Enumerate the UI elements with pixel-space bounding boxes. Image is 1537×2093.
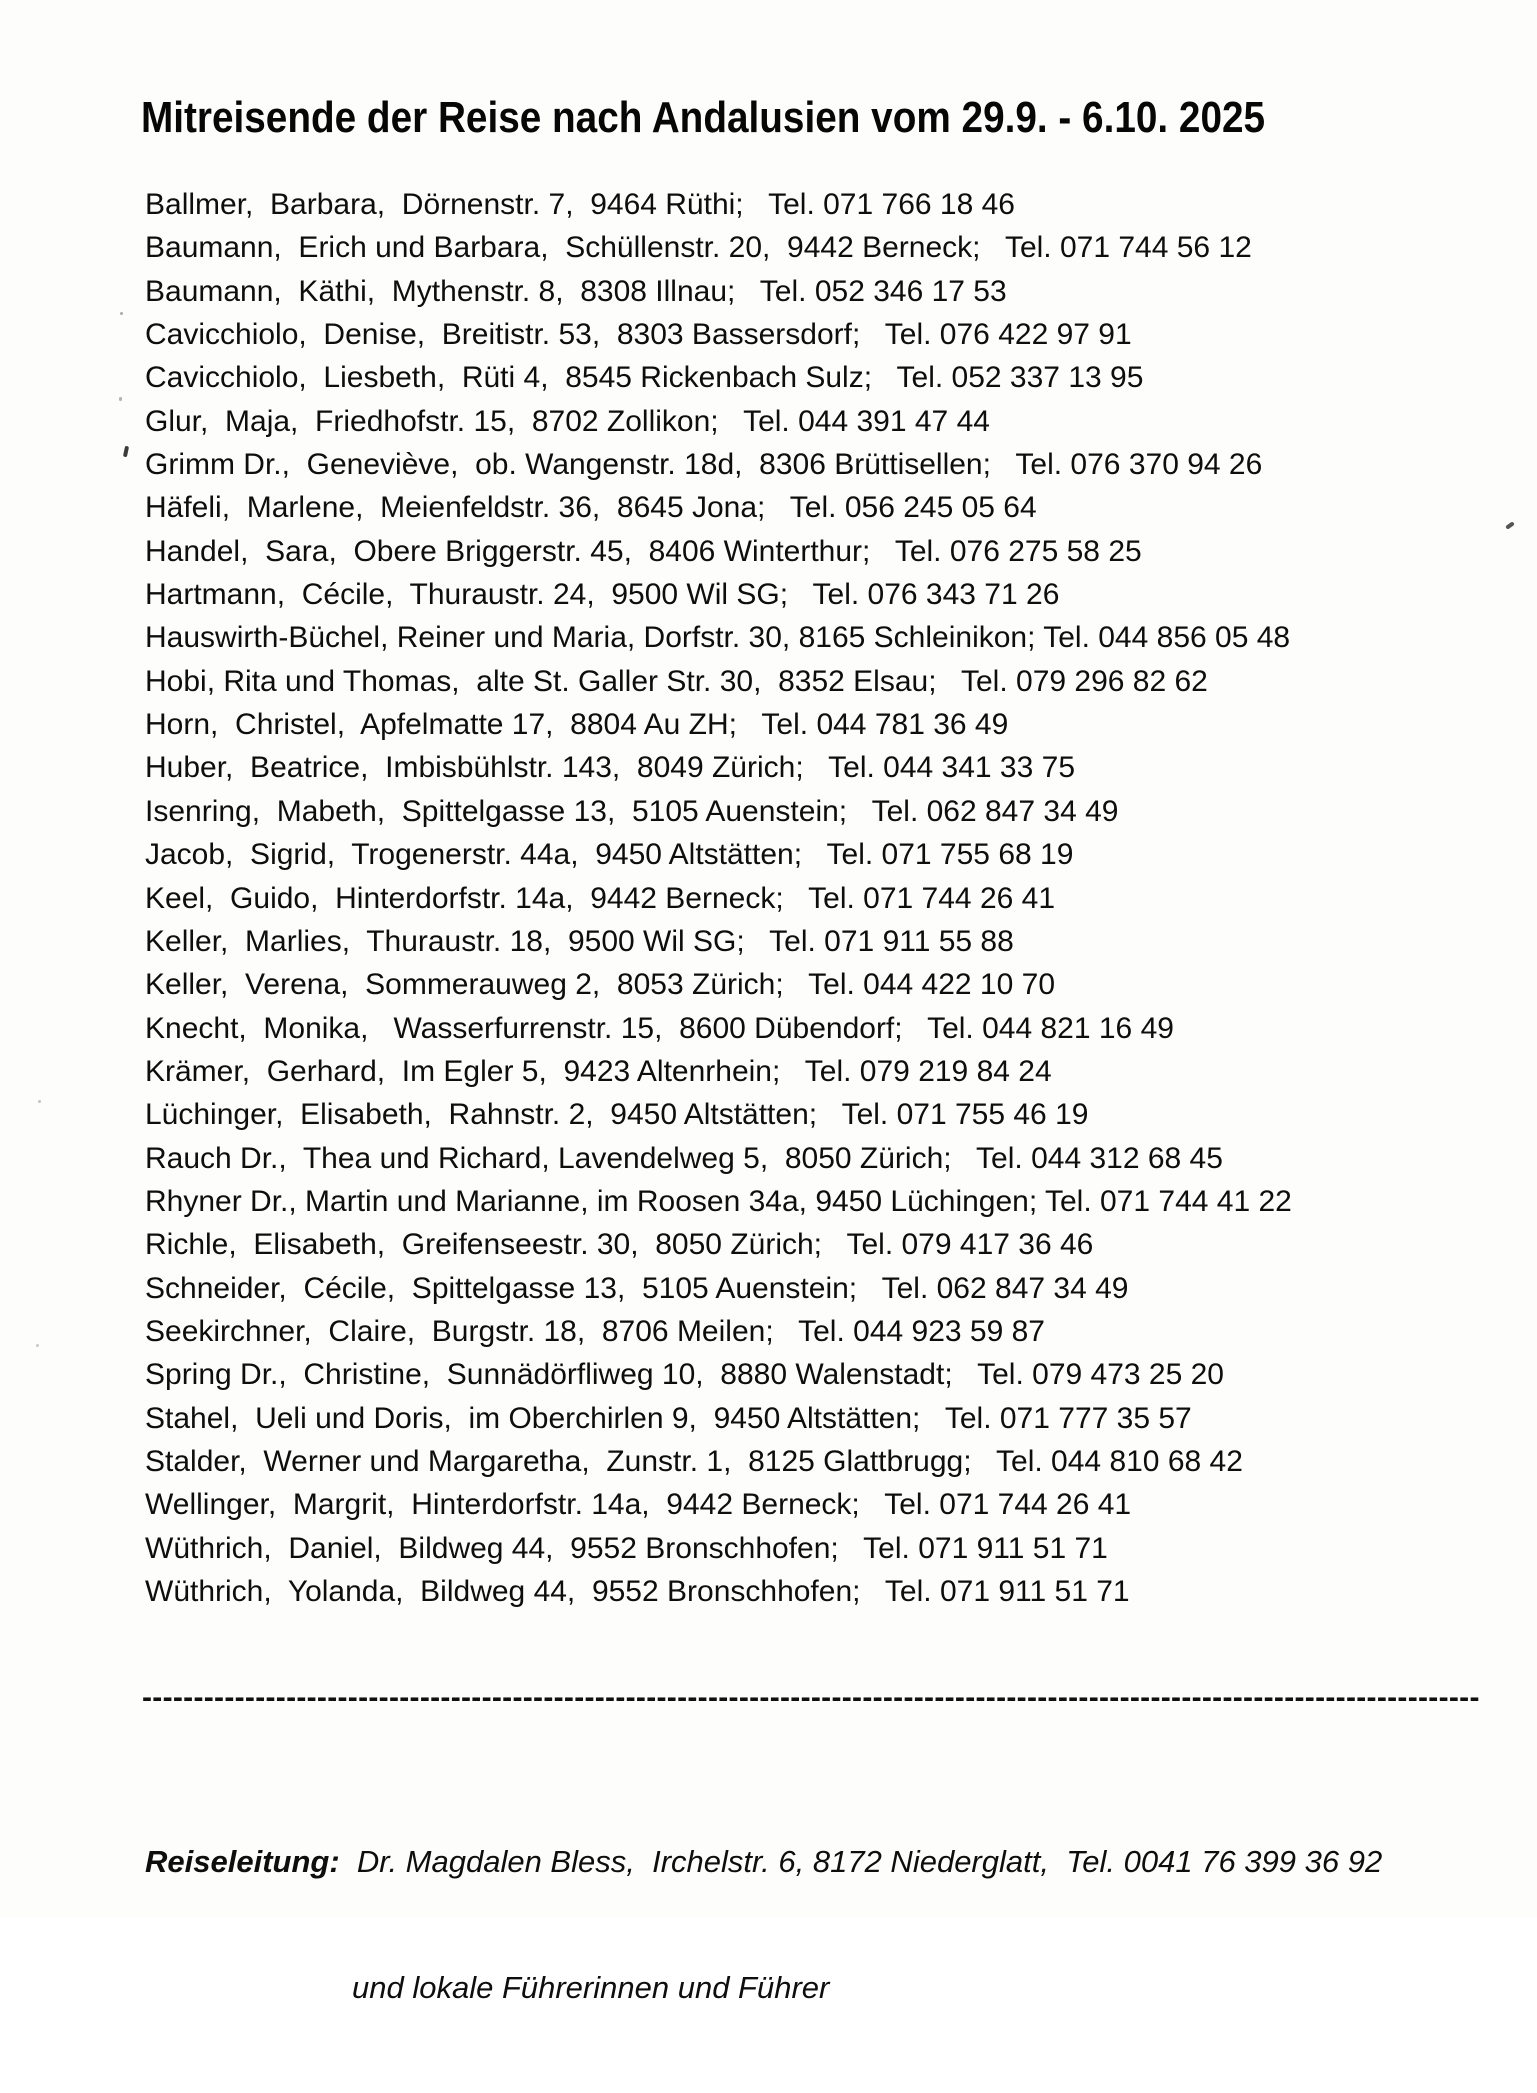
participant-entry: Huber, Beatrice, Imbisbühlstr. 143, 8049 Zürich; Tel. 044 341 33 75: [145, 751, 1075, 785]
participant-entry: Isenring, Mabeth, Spittelgasse 13, 5105 Auenstein; Tel. 062 847 34 49: [145, 794, 1119, 828]
participant-entry: Baumann, Erich und Barbara, Schüllenstr. 20, 9442 Berneck; Tel. 071 744 56 12: [145, 231, 1252, 265]
participant-entry: Stalder, Werner und Margaretha, Zunstr. 1, 8125 Glattbrugg; Tel. 044 810 68 42: [145, 1444, 1243, 1478]
participant-entry: Hauswirth-Büchel, Reiner und Maria, Dorfstr. 30, 8165 Schleinikon; Tel. 044 856 05 48: [145, 621, 1291, 655]
participant-entry: Keel, Guido, Hinterdorfstr. 14a, 9442 Berneck; Tel. 071 744 26 41: [145, 881, 1056, 915]
participant-entry: Glur, Maja, Friedhofstr. 15, 8702 Zollikon; Tel. 044 391 47 44: [145, 404, 990, 438]
participant-entry: Stahel, Ueli und Doris, im Oberchirlen 9, 9450 Altstätten; Tel. 071 777 35 57: [145, 1401, 1192, 1435]
scan-speck: [123, 446, 129, 458]
participant-entry: Handel, Sara, Obere Briggerstr. 45, 8406 Winterthur; Tel. 076 275 58 25: [145, 534, 1142, 568]
participant-list: [145, 183, 1292, 1613]
scan-speck: [119, 397, 122, 401]
participant-entry: Hartmann, Cécile, Thuraustr. 24, 9500 Wil SG; Tel. 076 343 71 26: [145, 578, 1060, 612]
dashed-separator: ----------------------------------------------------------------------------------------------------------------------------------: [142, 1681, 1480, 1714]
participant-entry: Richle, Elisabeth, Greifenseestr. 30, 8050 Zürich; Tel. 079 417 36 46: [145, 1228, 1094, 1262]
participant-entry: Spring Dr., Christine, Sunnädörfliweg 10, 8880 Walenstadt; Tel. 079 473 25 20: [145, 1358, 1224, 1392]
participant-entry: Jacob, Sigrid, Trogenerstr. 44a, 9450 Altstätten; Tel. 071 755 68 19: [145, 838, 1074, 872]
participant-entry: Seekirchner, Claire, Burgstr. 18, 8706 Meilen; Tel. 044 923 59 87: [145, 1314, 1045, 1348]
participant-entry: Ballmer, Barbara, Dörnenstr. 7, 9464 Rüthi; Tel. 071 766 18 46: [145, 188, 1015, 221]
scan-speck: [38, 1100, 41, 1103]
trip-leadership-text: Dr. Magdalen Bless, Irchelstr. 6, 8172 Niederglatt, Tel. 0041 76 399 36 92: [339, 1844, 1383, 1879]
participant-entry: Rauch Dr., Thea und Richard, Lavendelweg 5, 8050 Zürich; Tel. 044 312 68 45: [145, 1141, 1223, 1175]
participant-entry: Wellinger, Margrit, Hinterdorfstr. 14a, 9442 Berneck; Tel. 071 744 26 41: [145, 1488, 1132, 1522]
participant-entry: Grimm Dr., Geneviève, ob. Wangenstr. 18d, 8306 Brüttisellen; Tel. 076 370 94 26: [145, 448, 1263, 482]
participant-entry: Wüthrich, Daniel, Bildweg 44, 9552 Bronschhofen; Tel. 071 911 51 71: [145, 1531, 1108, 1565]
scan-speck: [120, 312, 123, 315]
participant-entry: Cavicchiolo, Liesbeth, Rüti 4, 8545 Rickenbach Sulz; Tel. 052 337 13 95: [145, 361, 1144, 395]
participant-entry: Krämer, Gerhard, Im Egler 5, 9423 Altenrhein; Tel. 079 219 84 24: [145, 1054, 1052, 1088]
scan-speck: [1505, 521, 1515, 529]
participant-entry: Knecht, Monika, Wasserfurrenstr. 15, 8600 Dübendorf; Tel. 044 821 16 49: [145, 1011, 1174, 1045]
scan-speck: [36, 1344, 39, 1347]
page-title: Mitreisende der Reise nach Andalusien vom 29.9. - 6.10. 2025: [141, 93, 1266, 143]
trip-leadership-label: Reiseleitung:: [145, 1844, 340, 1879]
participant-entry: Keller, Verena, Sommerauweg 2, 8053 Zürich; Tel. 044 422 10 70: [145, 968, 1056, 1002]
participant-entry: Baumann, Käthi, Mythenstr. 8, 8308 Illnau; Tel. 052 346 17 53: [145, 274, 1007, 308]
participant-entry: Hobi, Rita und Thomas, alte St. Galler Str. 30, 8352 Elsau; Tel. 079 296 82 62: [145, 664, 1208, 698]
participant-entry: Horn, Christel, Apfelmatte 17, 8804 Au ZH; Tel. 044 781 36 49: [145, 708, 1009, 742]
participant-entry: Keller, Marlies, Thuraustr. 18, 9500 Wil SG; Tel. 071 911 55 88: [145, 924, 1014, 958]
trip-leadership: [145, 1757, 1382, 2093]
trip-leadership-line2: und lokale Führerinnen und Führer: [352, 1970, 830, 2005]
participant-entry: Lüchinger, Elisabeth, Rahnstr. 2, 9450 Altstätten; Tel. 071 755 46 19: [145, 1098, 1089, 1132]
participant-entry: Häfeli, Marlene, Meienfeldstr. 36, 8645 Jona; Tel. 056 245 05 64: [145, 491, 1037, 525]
trip-leadership-line1: [145, 1841, 1382, 1883]
participant-entry: Rhyner Dr., Martin und Marianne, im Roosen 34a, 9450 Lüchingen; Tel. 071 744 41 22: [145, 1184, 1292, 1218]
participant-entry: Cavicchiolo, Denise, Breitistr. 53, 8303 Bassersdorf; Tel. 076 422 97 91: [145, 318, 1132, 352]
participant-entry: Schneider, Cécile, Spittelgasse 13, 5105 Auenstein; Tel. 062 847 34 49: [145, 1271, 1129, 1305]
participant-entry: Wüthrich, Yolanda, Bildweg 44, 9552 Bronschhofen; Tel. 071 911 51 71: [145, 1575, 1130, 1608]
